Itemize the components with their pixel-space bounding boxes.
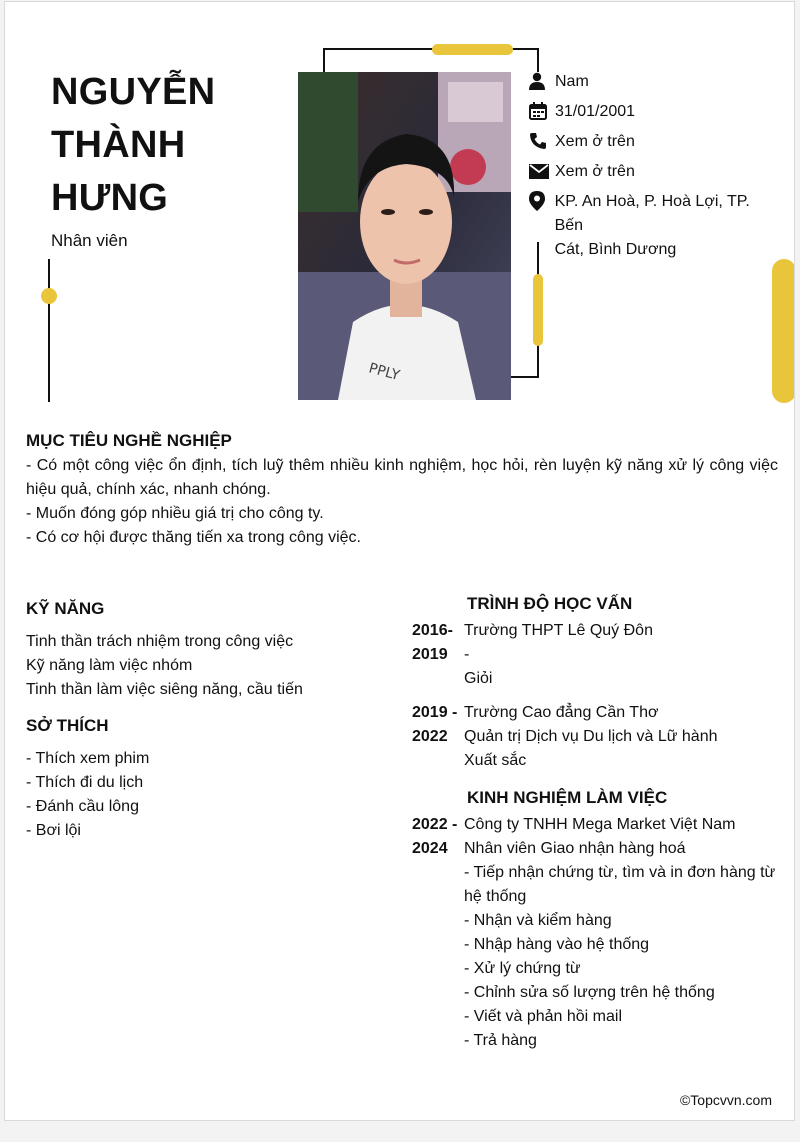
frame-left-line [323, 48, 325, 74]
objective-line: - Muốn đóng góp nhiều giá trị cho công ty. [26, 505, 324, 522]
objective-body [26, 454, 778, 550]
hobby-item: - Thích đi du lịch [26, 774, 144, 791]
task-item: - Nhập hàng vào hệ thống [464, 936, 650, 953]
period-start: 2022 - [412, 816, 458, 833]
name-line-1: NGUYỄN [51, 71, 216, 113]
education-period [412, 701, 464, 773]
address-line-1: KP. An Hoà, P. Hoà Lợi, TP. Bến [554, 193, 750, 234]
task-item: - Chỉnh sửa số lượng trên hệ thống [464, 984, 715, 1001]
task-item: - Nhận và kiểm hàng [464, 912, 612, 929]
major: - [464, 646, 470, 663]
school-name: Trường Cao đẳng Cần Thơ [464, 704, 659, 721]
frame-right-top-line [537, 48, 539, 72]
hobby-item: - Thích xem phim [26, 750, 150, 767]
birthday-text: 31/01/2001 [555, 103, 636, 120]
job-role: Nhân viên Giao nhận hàng hoá [464, 840, 686, 857]
contact-phone [529, 130, 635, 154]
phone-text: Xem ở trên [555, 133, 635, 150]
period-end: 2024 [412, 840, 448, 857]
mail-icon [529, 160, 555, 182]
location-icon [529, 190, 555, 212]
major: Quản trị Dịch vụ Du lịch và Lữ hành [464, 728, 718, 745]
contact-birthday [529, 100, 635, 124]
skill-item: Kỹ năng làm việc nhóm [26, 657, 193, 674]
task-item: - Tiếp nhận chứng từ, tìm và in đơn hàng từ hệ thống [464, 864, 776, 905]
svg-text:PPLY: PPLY [366, 360, 402, 384]
calendar-icon [529, 100, 555, 122]
hobbies-list [26, 747, 149, 843]
education-title: TRÌNH ĐỘ HỌC VẤN [467, 594, 633, 613]
skills-title: KỸ NĂNG [26, 599, 105, 618]
profile-photo [298, 72, 511, 400]
full-name [51, 66, 281, 225]
education-period [412, 619, 464, 691]
hobby-item: - Đánh cầu lông [26, 798, 139, 815]
left-decor-line [48, 259, 50, 402]
contact-email [529, 160, 635, 184]
task-item: - Xử lý chứng từ [464, 960, 581, 977]
person-icon [529, 70, 555, 92]
experience-details [464, 813, 780, 1053]
job-position: Nhân viên [51, 231, 128, 250]
frame-top-accent [432, 44, 513, 55]
company-name: Công ty TNHH Mega Market Việt Nam [464, 816, 736, 833]
task-item: - Trả hàng [464, 1032, 537, 1049]
email-text: Xem ở trên [555, 163, 635, 180]
period-start: 2019 - [412, 704, 458, 721]
hobbies-title: SỞ THÍCH [26, 716, 109, 735]
name-line-3: HƯNG [51, 177, 169, 219]
school-name: Trường THPT Lê Quý Đôn [464, 622, 653, 639]
education-entry [412, 619, 784, 691]
footer-copyright: ©Topcvvn.com [679, 1092, 772, 1108]
cv-page [4, 1, 795, 1121]
experience-entry [412, 813, 780, 1053]
page-edge-accent [772, 259, 795, 403]
objective-title: MỤC TIÊU NGHỀ NGHIỆP [26, 431, 232, 450]
skills-list [26, 630, 303, 702]
period-start: 2016- [412, 622, 453, 639]
hobby-item: - Bơi lội [26, 822, 81, 839]
address-line-2: Cát, Bình Dương [554, 241, 677, 258]
frame-right-accent [533, 274, 543, 346]
skill-item: Tinh thần làm việc siêng năng, cầu tiến [26, 681, 303, 698]
grade: Xuất sắc [464, 752, 527, 769]
experience-period [412, 813, 464, 1053]
period-end: 2019 [412, 646, 448, 663]
period-end: 2022 [412, 728, 448, 745]
objective-line: - Có một công việc ổn định, tích luỹ thêm nhiều kinh nghiệm, học hỏi, rèn luyện kỹ năng xử lý công việc hiệu quả, chính xác, nhanh chóng. [26, 457, 778, 498]
education-details [464, 619, 784, 691]
left-decor-dot [41, 288, 57, 304]
frame-bottom-line [511, 376, 539, 378]
education-entry [412, 701, 784, 773]
skill-item: Tinh thần trách nhiệm trong công việc [26, 633, 294, 650]
grade: Giỏi [464, 670, 493, 687]
address-text [555, 190, 779, 262]
objective-line: - Có cơ hội được thăng tiến xa trong công việc. [26, 529, 361, 546]
education-details [464, 701, 784, 773]
gender-text: Nam [555, 73, 589, 90]
contact-address [529, 190, 779, 262]
name-line-2: THÀNH [51, 124, 186, 166]
contact-gender [529, 70, 589, 94]
phone-icon [529, 130, 555, 152]
experience-title: KINH NGHIỆM LÀM VIỆC [467, 788, 668, 807]
task-item: - Viết và phản hồi mail [464, 1008, 623, 1025]
